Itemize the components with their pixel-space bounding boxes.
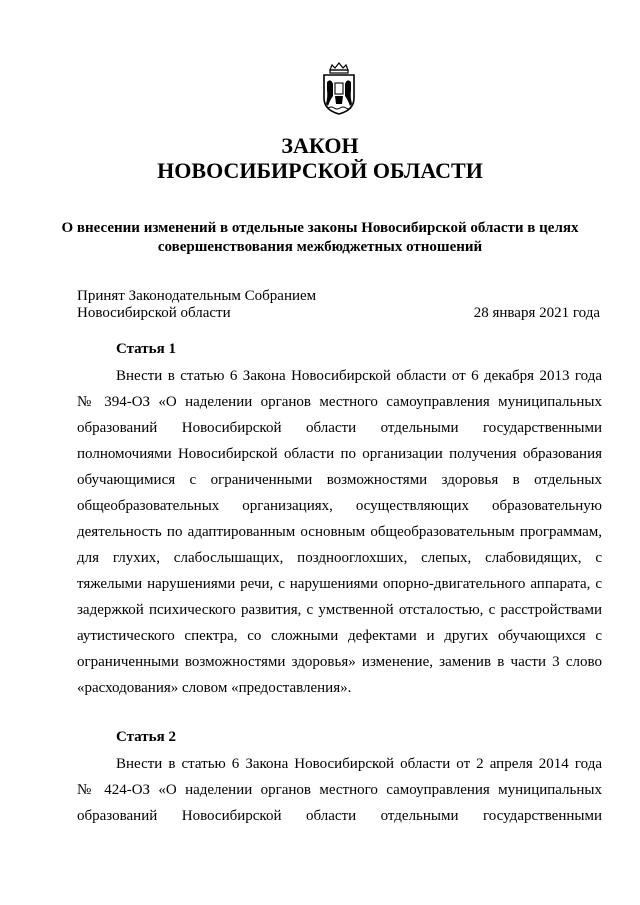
article-1-line: обучающимися с ограниченными возможностями здоровья в отдельных [77, 472, 602, 488]
adoption-date: 28 января 2021 года [473, 305, 600, 321]
coat-of-arms-icon [318, 62, 360, 116]
article-2-heading: Статья 2 [116, 729, 176, 745]
document-title-region: НОВОСИБИРСКОЙ ОБЛАСТИ [157, 158, 483, 183]
article-2-line: образований Новосибирской области отдельными государственными [77, 808, 602, 824]
article-2-line: Внести в статью 6 Закона Новосибирской области от 2 апреля 2014 года [116, 756, 602, 772]
article-1-line: задержкой психического развития, с умственной отсталостью, с расстройствами [77, 602, 602, 618]
article-1-line: для глухих, слабослышащих, позднооглохших, слепых, слабовидящих, с [77, 550, 602, 566]
article-1-line: тяжелыми нарушениями речи, с нарушениями опорно-двигательного аппарата, с [77, 576, 602, 592]
article-1-line: общеобразовательных организациях, осуществляющих образовательную [77, 498, 602, 514]
article-2-line: № 424-ОЗ «О наделении органов местного самоуправления муниципальных [77, 782, 602, 798]
article-1-line: полномочиями Новосибирской области по организации получения образования [77, 446, 602, 462]
article-1-heading: Статья 1 [116, 341, 176, 357]
article-1-line: «расходования» словом «предоставления». [77, 680, 352, 696]
article-1-line: № 394-ОЗ «О наделении органов местного самоуправления муниципальных [77, 394, 602, 410]
article-1-line: деятельность по адаптированным основным общеобразовательным программам, [77, 524, 602, 540]
document-title: ЗАКОН [281, 133, 359, 158]
article-1-line: Внести в статью 6 Закона Новосибирской области от 6 декабря 2013 года [116, 368, 602, 384]
document-subtitle-line: О внесении изменений в отдельные законы Новосибирской области в целях [61, 220, 579, 236]
article-1-line: аутистического спектра, со сложными дефектами и других обучающихся с [77, 628, 602, 644]
adopted-by-line: Новосибирской области [77, 305, 231, 321]
article-1-line: ограниченными возможностями здоровья» изменение, заменив в части 3 слово [77, 654, 602, 670]
article-1-line: образований Новосибирской области отдельными государственными [77, 420, 602, 436]
adopted-by-line: Принят Законодательным Собранием [77, 288, 317, 304]
document-subtitle-line: совершенствования межбюджетных отношений [157, 239, 483, 255]
